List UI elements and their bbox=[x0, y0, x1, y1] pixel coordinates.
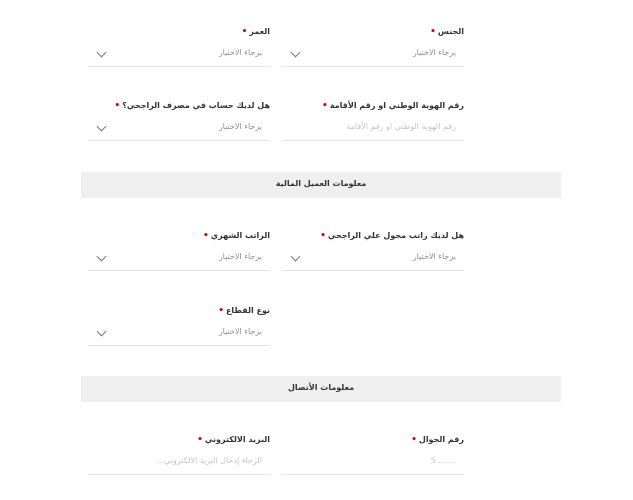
salary-transfer-select[interactable] bbox=[282, 247, 464, 271]
required-marker: • bbox=[203, 231, 209, 241]
salary-transfer-select-value: يرجاء الاختيار bbox=[412, 252, 456, 261]
rajhi-account-select-value: يرجاء الاختيار bbox=[218, 122, 262, 131]
national-id-label: رقم الهوية الوطني او رقم الأقامة• bbox=[322, 101, 464, 111]
required-marker: • bbox=[197, 435, 203, 445]
required-marker: • bbox=[411, 435, 417, 445]
national-id-placeholder: رقم الهوية الوطني او رقم الأقامة bbox=[346, 122, 456, 131]
monthly-salary-select-value: يرجاء الاختيار bbox=[218, 252, 262, 261]
gender-label: الجنس• bbox=[430, 27, 464, 37]
age-select-value: يرجاء الاختيار bbox=[218, 48, 262, 57]
monthly-salary-select[interactable] bbox=[88, 247, 270, 271]
gender-select-value: يرجاء الاختيار bbox=[412, 48, 456, 57]
chevron-down-icon bbox=[97, 122, 107, 132]
age-select[interactable] bbox=[88, 43, 270, 67]
mobile-input[interactable] bbox=[282, 451, 464, 475]
sector-label: نوع القطاع• bbox=[218, 306, 270, 316]
chevron-down-icon bbox=[97, 252, 107, 262]
chevron-down-icon bbox=[291, 48, 301, 58]
email-label: البريد الالكتروني• bbox=[197, 435, 270, 445]
contact-section-title: معلومات الأتصال bbox=[287, 383, 355, 392]
gender-select[interactable] bbox=[282, 43, 464, 67]
sector-select-value: يرجاء الاختيار bbox=[218, 327, 262, 336]
email-input[interactable] bbox=[88, 451, 270, 475]
salary-transfer-label: هل لديك راتب محول علي الراجحي• bbox=[320, 231, 464, 241]
national-id-input[interactable] bbox=[282, 117, 464, 141]
required-marker: • bbox=[322, 101, 328, 111]
rajhi-account-select[interactable] bbox=[88, 117, 270, 141]
required-marker: • bbox=[320, 231, 326, 241]
required-marker: • bbox=[218, 306, 224, 316]
contact-section-header bbox=[81, 376, 561, 402]
financial-section-title: معلومات العميل المالية bbox=[275, 179, 367, 188]
rajhi-account-label: هل لديك حساب في مصرف الراجحي؟• bbox=[114, 101, 270, 111]
mobile-placeholder: ........5 bbox=[430, 456, 456, 465]
mobile-label: رقم الجوال• bbox=[411, 435, 464, 445]
sector-select[interactable] bbox=[88, 322, 270, 346]
required-marker: • bbox=[430, 27, 436, 37]
chevron-down-icon bbox=[291, 252, 301, 262]
chevron-down-icon bbox=[97, 48, 107, 58]
required-marker: • bbox=[114, 101, 121, 111]
monthly-salary-label: الراتب الشهري• bbox=[203, 231, 270, 241]
email-placeholder: الرجاء إدخال البريد الالكتروني... bbox=[156, 456, 262, 465]
chevron-down-icon bbox=[97, 327, 107, 337]
required-marker: • bbox=[241, 27, 248, 37]
financial-section-header bbox=[81, 172, 561, 198]
age-label: العمر• bbox=[241, 27, 270, 37]
